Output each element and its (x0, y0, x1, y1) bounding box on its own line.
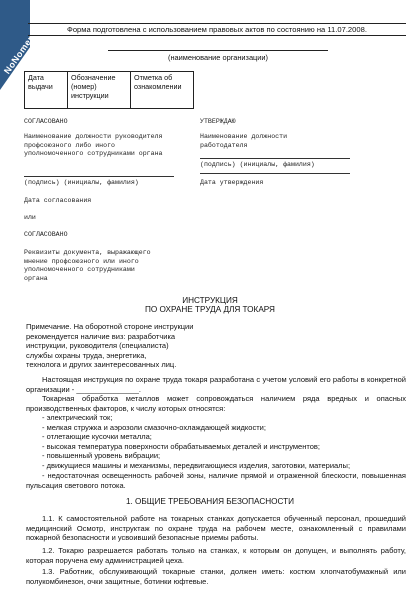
factors-intro: Токарная обработка металлов может сопровождаться наличием ряда вредных и опасных производственных факторов, к числу которых относятся: (26, 394, 406, 413)
header-line: Форма подготовлена с использованием правовых актов по состоянию на 11.07.2008. (28, 23, 406, 36)
instruction-number-cell: Обозначение (номер) инструкции (68, 72, 131, 109)
factors-list (42, 413, 406, 471)
acknowledgement-cell: Отметка об ознакомлении (131, 72, 194, 109)
registration-table (24, 71, 194, 109)
paragraph-1-2: 1.2. Токарю разрешается работать только на станках, к которым он допущен, и выполнять работу, которая поручена ему администрацией цеха. (26, 546, 406, 565)
agreed-position: Наименование должности руководителя профсоюзного либо иного уполномоченного сотрудниками органа (24, 133, 163, 158)
intro-paragraph: Настоящая инструкция по охране труда токаря разработана с учетом условий его работы в конкретной организации - _______________. (26, 375, 406, 394)
note-line: инструкции, руководителя (специалиста) (26, 341, 169, 351)
org-name-caption: (наименование организации) (167, 53, 268, 62)
doc-subtitle: ПО ОХРАНЕ ТРУДА ДЛЯ ТОКАРЯ (145, 305, 275, 314)
watermark-text: NoNomer.ru (2, 23, 43, 76)
list-item: - электрический ток; (42, 413, 113, 422)
list-item: - мелкая стружка и аэрозоли смазочно-охлаждающей жидкости; (42, 422, 266, 432)
list-item: - движущиеся машины и механизмы, передвигающиеся изделия, заготовки, материалы; (42, 460, 351, 470)
org-name-line (108, 50, 328, 51)
note-line: службы охраны труда, энергетика, (26, 350, 147, 360)
section-heading: 1. ОБЩИЕ ТРЕБОВАНИЯ БЕЗОПАСНОСТИ (125, 497, 295, 506)
list-item: - отлетающие кусочки металла; (42, 432, 152, 442)
or-text: или (24, 214, 36, 221)
note-line: рекомендуется наличие виз: разработчика (26, 331, 176, 341)
list-item-last: - недостаточная освещенность рабочей зоны, наличие прямой и отраженной блескости, повышенная пульсация светового потока. (26, 471, 406, 490)
paragraph-1-1: 1.1. К самостоятельной работе на токарных станках допускается обученный персонал, прошедший медицинский Осмотр, инструктаж по охране труда на рабочем месте, ознакомленный с правилами пожарной безопасности и усвоивший безопасные приемы работы. (26, 514, 406, 543)
list-item: - высокая температура поверхности обрабатываемых деталей и инструментов; (42, 441, 320, 451)
note-block (26, 322, 236, 370)
note-line: Примечание. На оборотной стороне инструкции (26, 322, 194, 331)
approved-sign-line (200, 158, 350, 159)
agreed-sign-line (24, 176, 174, 177)
agreed-label-2: СОГЛАСОВАНО (24, 231, 68, 238)
issue-date-cell: Дата выдачи (25, 72, 68, 109)
approved-date-line (200, 173, 350, 174)
paragraph-1-3: 1.3. Работник, обслуживающий токарные станки, должен иметь: костюм хлопчатобумажный или полукомбинезон, очки защитные, ботинки юфтевые. (26, 567, 406, 586)
agreed-sign-caption: (подпись) (инициалы, фамилия) (24, 179, 139, 186)
agreed-requisites: Реквизиты документа, выражающего мнение профсоюзного или иного уполномоченного сотрудниками органа (24, 249, 151, 282)
doc-title: ИНСТРУКЦИЯ (182, 296, 238, 305)
list-item: - повышенный уровень вибрации; (42, 451, 161, 461)
note-line: технолога и других заинтересованных лиц. (26, 360, 177, 370)
agreed-date-caption: Дата согласования (24, 197, 92, 204)
agreed-label: СОГЛАСОВАНО (24, 118, 68, 125)
approved-label: УТВЕРЖДАЮ (200, 118, 236, 125)
approved-date-caption: Дата утверждения (200, 179, 264, 186)
approved-sign-caption: (подпись) (инициалы, фамилия) (200, 161, 315, 168)
approved-position: Наименование должности работодателя (200, 133, 288, 149)
